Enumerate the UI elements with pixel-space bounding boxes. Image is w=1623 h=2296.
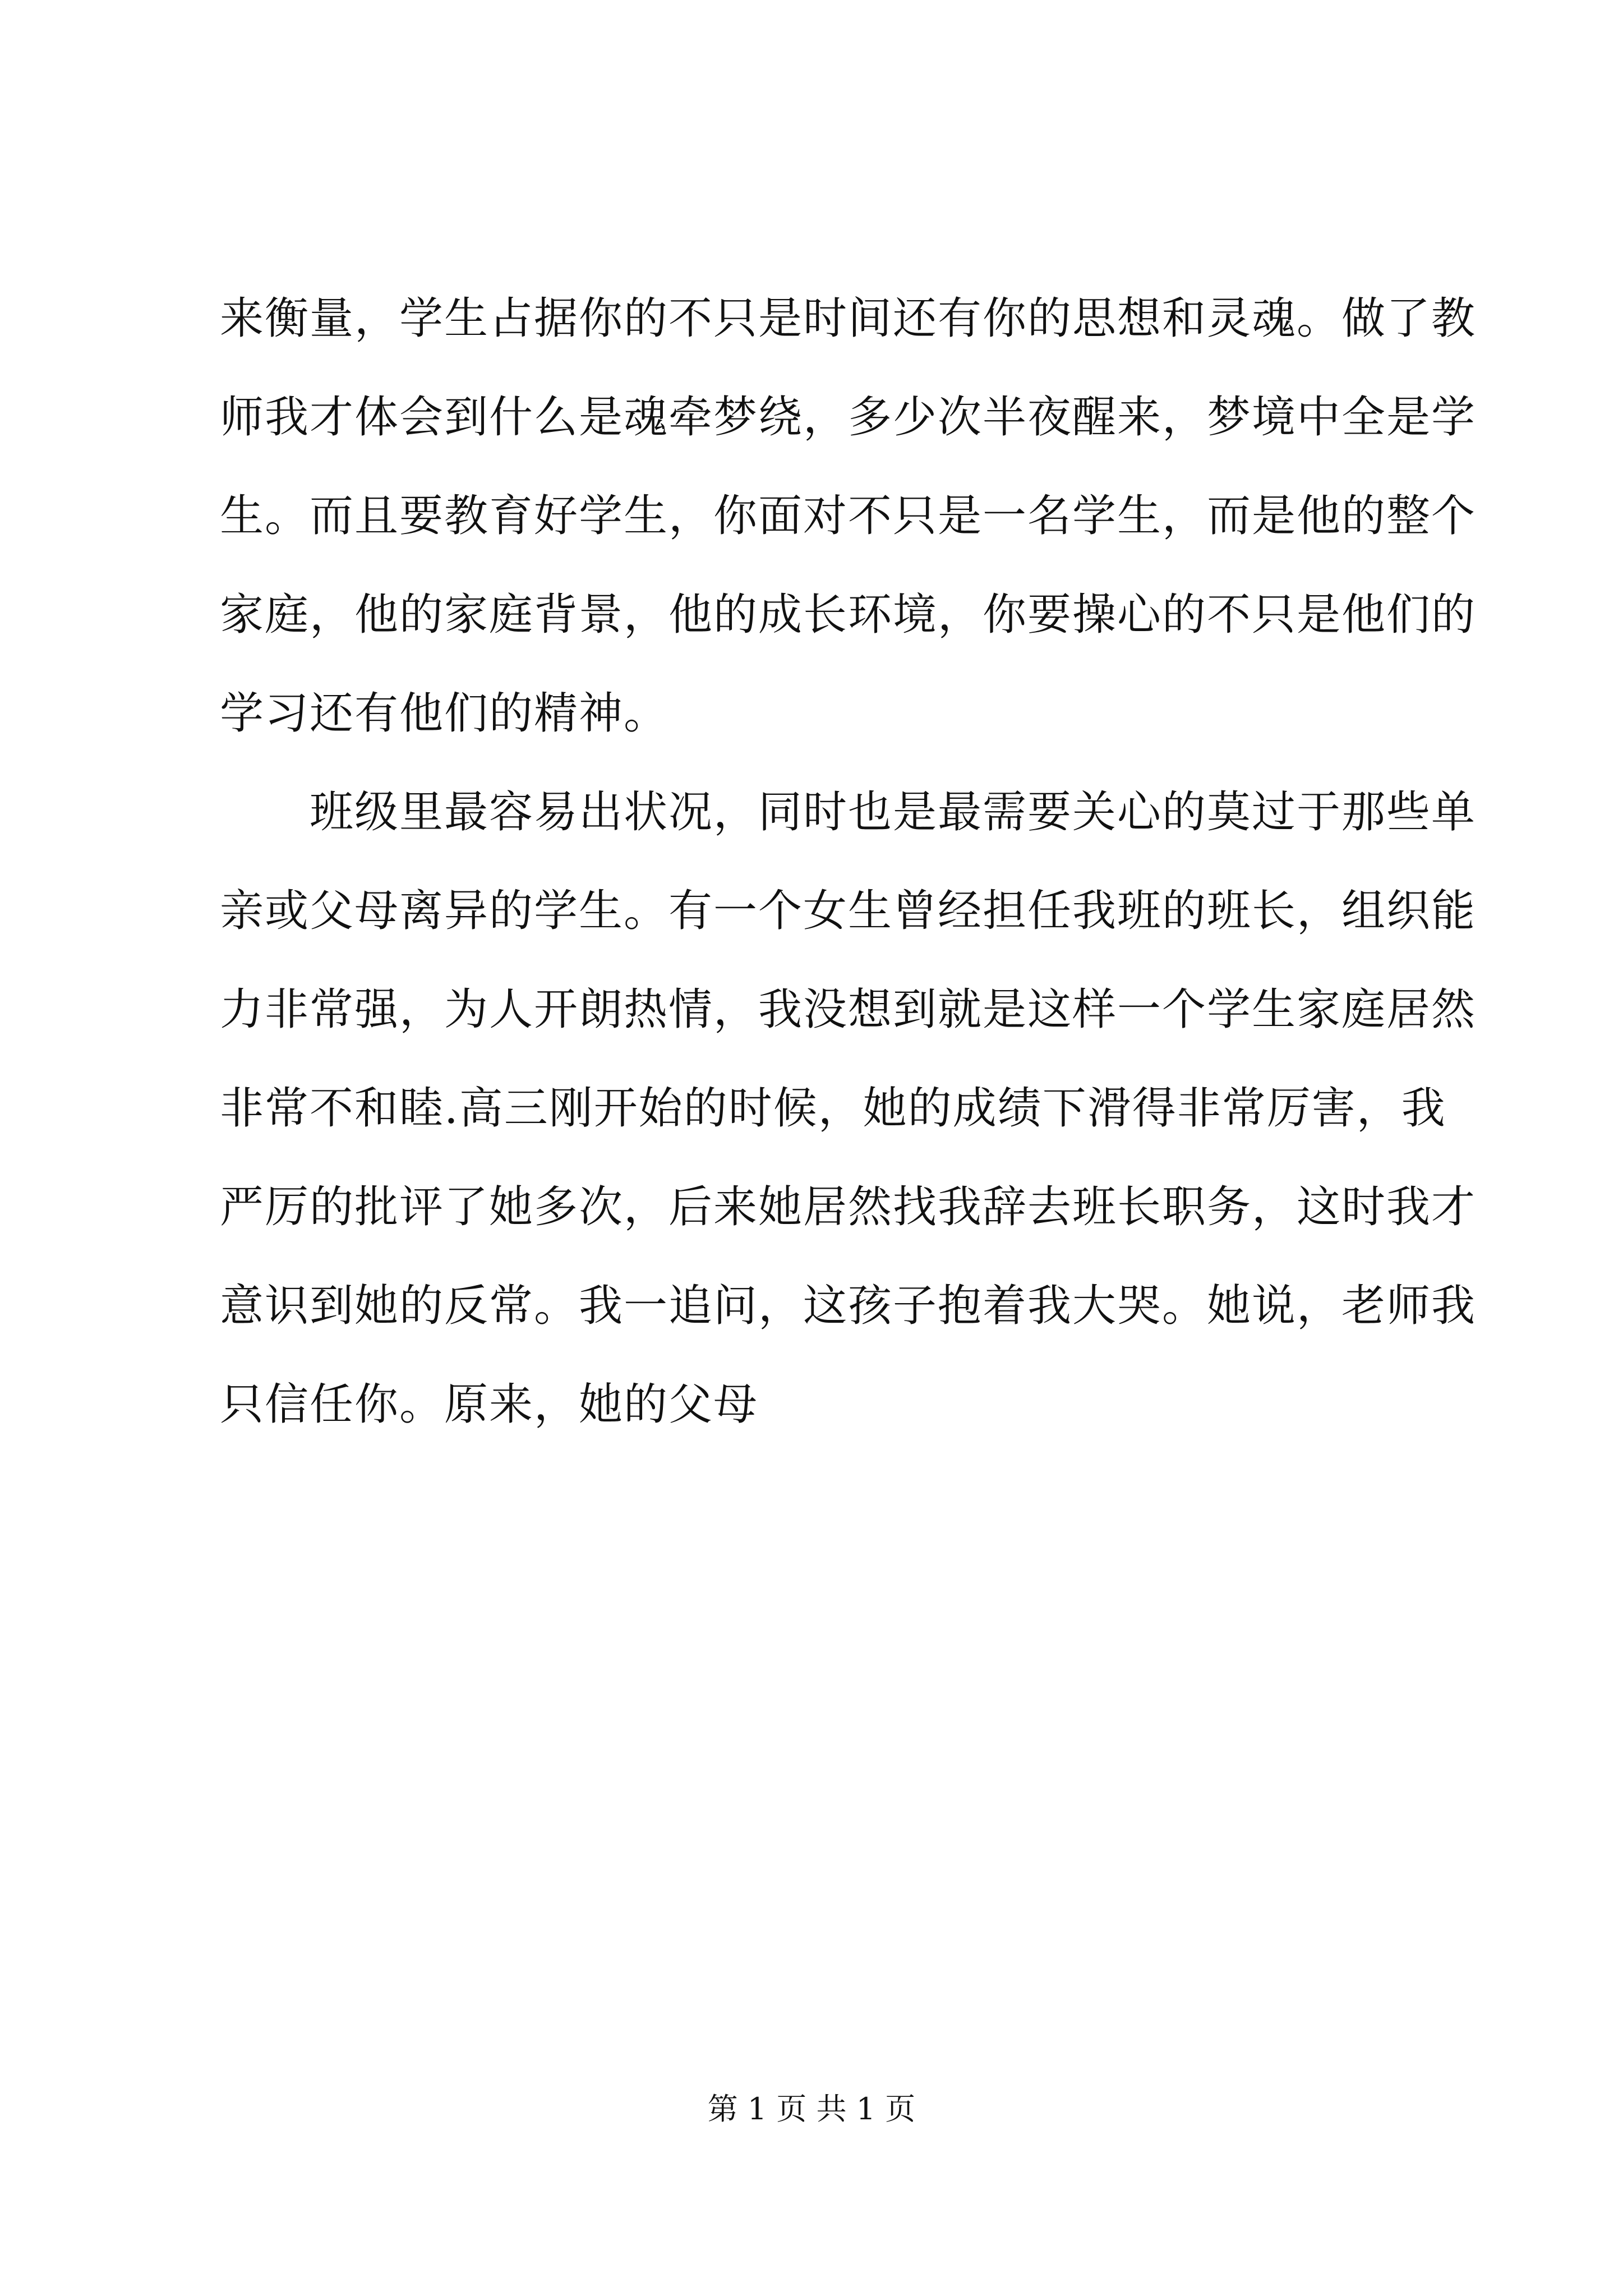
text-line: 严厉的批评了她多次，后来她居然找我辞去班长职务，这时我才 — [220, 1182, 1477, 1232]
text-line: 师我才体会到什么是魂牵梦绕，多少次半夜醒来，梦境中全是学 — [220, 392, 1477, 443]
paragraph-2 — [220, 763, 1477, 1454]
text-line: 非常不和睦.高三刚开始的时候，她的成绩下滑得非常厉害，我 — [220, 1083, 1446, 1134]
page-number-label: 第 1 页 共 1 页 — [707, 2091, 916, 2127]
text-line: 生。而且要教育好学生，你面对不只是一名学生，而是他的整个 — [220, 491, 1477, 541]
text-line: 只信任你。原来，她的父母 — [220, 1379, 759, 1430]
text-line: 班级里最容易出状况，同时也是最需要关心的莫过于那些单 — [310, 787, 1477, 838]
text-line: 来衡量，学生占据你的不只是时间还有你的思想和灵魂。做了教 — [220, 293, 1477, 344]
paragraph-1 — [220, 269, 1477, 763]
page-footer — [0, 2087, 1623, 2132]
text-line: 亲或父母离异的学生。有一个女生曾经担任我班的班长，组织能 — [220, 886, 1477, 936]
text-line: 家庭，他的家庭背景，他的成长环境，你要操心的不只是他们的 — [220, 590, 1477, 640]
text-line: 学习还有他们的精神。 — [220, 688, 669, 739]
text-line: 意识到她的反常。我一追问，这孩子抱着我大哭。她说，老师我 — [220, 1281, 1477, 1331]
body-text — [220, 269, 1477, 1454]
text-line: 力非常强，为人开朗热情，我没想到就是这样一个学生家庭居然 — [220, 984, 1477, 1035]
